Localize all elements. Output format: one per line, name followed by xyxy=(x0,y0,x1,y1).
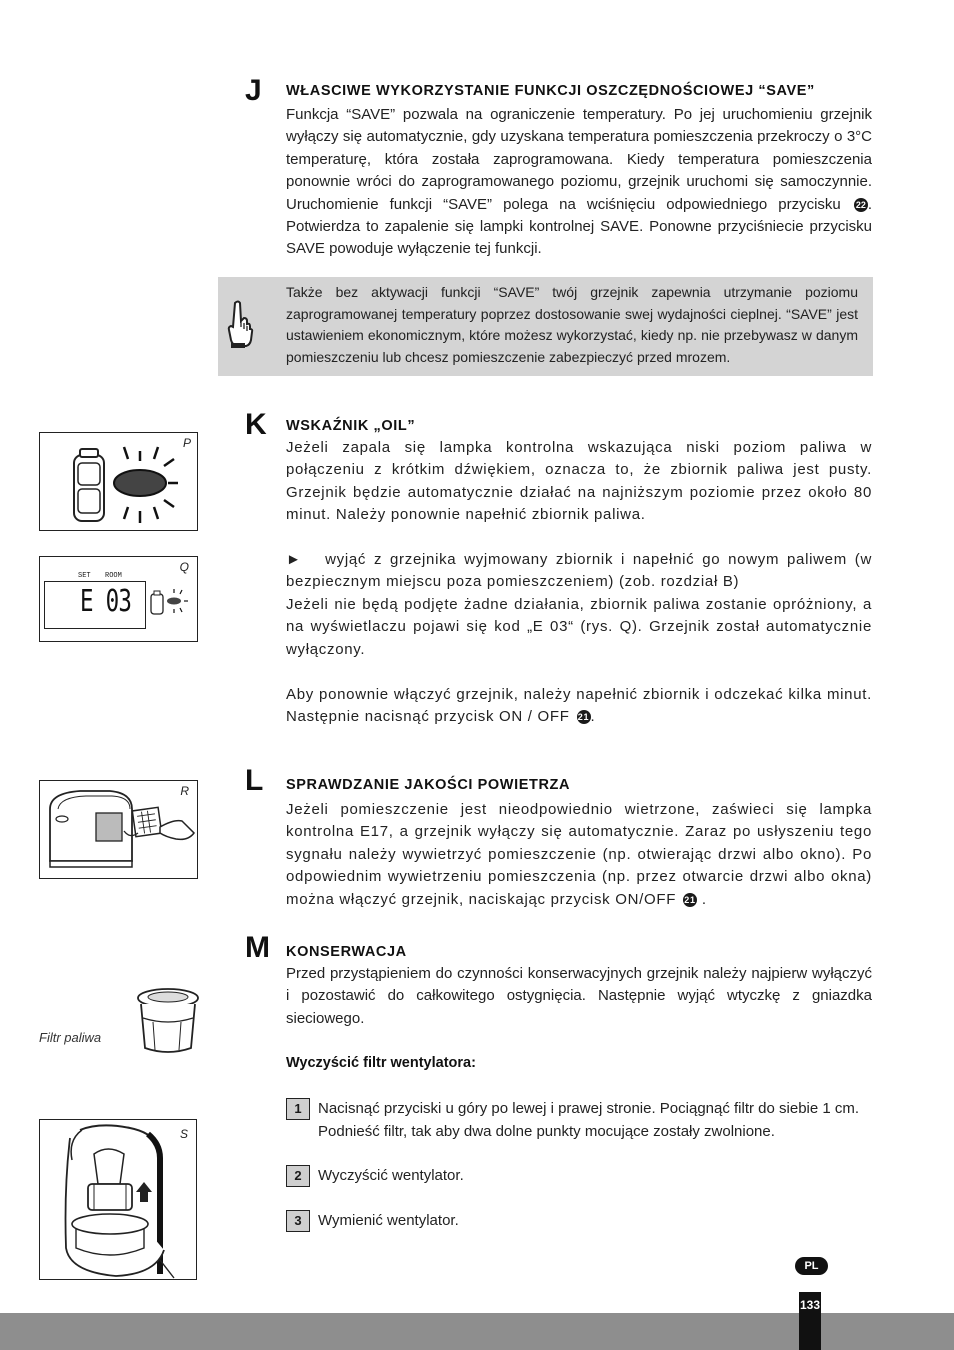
button-ref-21-icon: 21 xyxy=(684,894,696,905)
figure-p xyxy=(39,432,198,531)
step-number: 3 xyxy=(286,1210,310,1232)
figure-label: P xyxy=(182,436,191,450)
section-k-body-4-text: Aby ponownie włączyć grzejnik, należy napełnić zbiornik i odczekać kilka minut. Następnie nacisnąć przycisk ON / OFF xyxy=(286,686,872,726)
section-m-subheading: Wyczyścić filtr wentylatora: xyxy=(286,1055,476,1071)
figure-s xyxy=(39,1119,197,1280)
display-code: E 03 xyxy=(80,584,132,619)
section-l-body-text: Jeżeli pomieszczenie jest nieodpowiednio wietrzone, zaświeci się lampka kontrolna E17, a grzejnik wyłączy się automatycznie. Zaraz po usłyszeniu tego sygnału należy wywietrzyć pomieszczenie (np. otwierając drzwi albo okno). Po odpowiednim wywietrzeniu pomieszczenia (np. przez otwarcie drzwi albo okna) można włączyć grzejnik, naciskając przycisk ON/OFF xyxy=(286,801,872,908)
filter-caption: Filtr paliwa xyxy=(39,1030,102,1045)
section-letter-j: J xyxy=(245,74,262,107)
fuel-warning-icon xyxy=(40,557,197,641)
fuel-filter-icon xyxy=(135,986,201,1056)
heater-fan-filter-icon xyxy=(40,1120,196,1279)
step-text: Nacisnąć przyciski u góry po lewej i prawej stronie. Pociągnąć filtr do siebie 1 cm. Podnieść filtr, tak aby dwa dolne punkty mocujące zostały zwolnione. xyxy=(318,1100,860,1140)
section-l-body-end: . xyxy=(696,890,707,908)
button-ref-21-icon: 21 xyxy=(577,712,590,723)
figure-label: R xyxy=(180,784,189,798)
section-l-heading: SPRAWDZANIE JAKOŚCI POWIETRZA xyxy=(286,777,571,793)
section-j-body-2: . Potwierdza to zapalenie się lampki kontrolnej SAVE. Ponowne przyciśniecie przycisku SAVE powoduje wyłączenie tej funkcji. xyxy=(286,195,872,258)
arrow-icon: ► xyxy=(286,551,302,568)
section-k-body-4-end: . xyxy=(590,708,596,726)
step-number: 1 xyxy=(286,1098,310,1120)
section-letter-l: L xyxy=(245,764,264,797)
section-k-body-2: wyjąć z grzejnika wyjmowany zbiornik i napełnić go nowym paliwem (w bezpiecznym miejscu poza pomieszczeniem) (zob. rozdział B) xyxy=(286,551,872,591)
figure-q xyxy=(39,556,198,642)
heater-air-filter-icon xyxy=(40,781,197,878)
step-text: Wymienić wentylator. xyxy=(318,1212,459,1229)
step-number: 2 xyxy=(286,1165,310,1187)
section-k-body-1: Jeżeli zapala się lampka kontrolna wskazująca niski poziom paliwa w połączeniu z krótkim dźwiękiem, oznacza to, że zbiornik paliwa jest pusty. Grzejnik będzie automatycznie działać na najniższym poziomie przez około 80 minut. Należy ponownie napełnić zbiornik paliwa. xyxy=(286,439,872,524)
page-number: 133 xyxy=(799,1292,821,1350)
language-badge: PL xyxy=(795,1257,828,1275)
section-l-body xyxy=(286,799,872,911)
pointing-hand-icon xyxy=(222,299,254,351)
section-j-body xyxy=(286,104,872,261)
display-room-label: ROOM xyxy=(105,572,122,580)
section-k-step xyxy=(286,549,872,594)
section-k-body-3: Jeżeli nie będą podjęte żadne działania, zbiornik paliwa zostanie opróżniony, a na wyświetlaczu pojawi się kod „E 03“ (rys. Q). Grzejnik został automatycznie wyłączony. xyxy=(286,596,872,658)
display-set-label: SET xyxy=(78,572,91,580)
section-k-heading: WSKAŹNIK „OIL” xyxy=(286,418,416,434)
note-box xyxy=(218,277,873,376)
figure-label: S xyxy=(179,1127,188,1141)
section-m-body: Przed przystąpieniem do czynności konserwacyjnych grzejnik należy najpierw wyłączyć i pozostawić do całkowitego ostygnięcia. Następnie wyjąć wtyczkę z gniazdka sieciowego. xyxy=(286,965,872,1027)
step-text: Wyczyścić wentylator. xyxy=(318,1167,464,1184)
section-letter-k: K xyxy=(245,408,267,441)
section-j-body-1: Funkcja “SAVE” pozwala na ograniczenie temperatury. Po jej uruchomieniu grzejnik wyłączy się automatycznie, gdy uzyskana temperatura pomieszczenia przekroczy o 3°C temperaturę, która została zaprogramowana. Kiedy temperatura pomieszczenia ponownie wróci do zaprogramowanego poziomu, grzejnik uruchomi się samoczynnie. Uruchomienie funkcji “SAVE” polega na wciśnięciu odpowiedniego przycisku xyxy=(286,106,872,213)
section-m-heading: KONSERWACJA xyxy=(286,944,407,960)
note-text: Także bez aktywacji funkcji “SAVE” twój grzejnik zapewnia utrzymanie poziomu zaprogramowanej temperatury poprzez dostosowanie swej wydajności cieplnej. “SAVE” jest ustawieniem ekonomicznym, które możesz wykorzystać, kiedy np. nie przebywasz w danym pomieszczeniu lub chcesz pomieszczenie zabezpieczyć przed mrozem. xyxy=(286,284,858,365)
section-letter-m: M xyxy=(245,931,270,964)
section-k-body-4 xyxy=(286,684,872,729)
figure-r xyxy=(39,780,198,879)
fuel-tank-warning-icon xyxy=(40,433,197,530)
button-ref-22-icon: 22 xyxy=(855,199,866,210)
figure-label: Q xyxy=(179,560,189,574)
section-j-heading: WŁASCIWE WYKORZYSTANIE FUNKCJI OSZCZĘDNOŚCIOWEJ “SAVE” xyxy=(286,83,815,99)
